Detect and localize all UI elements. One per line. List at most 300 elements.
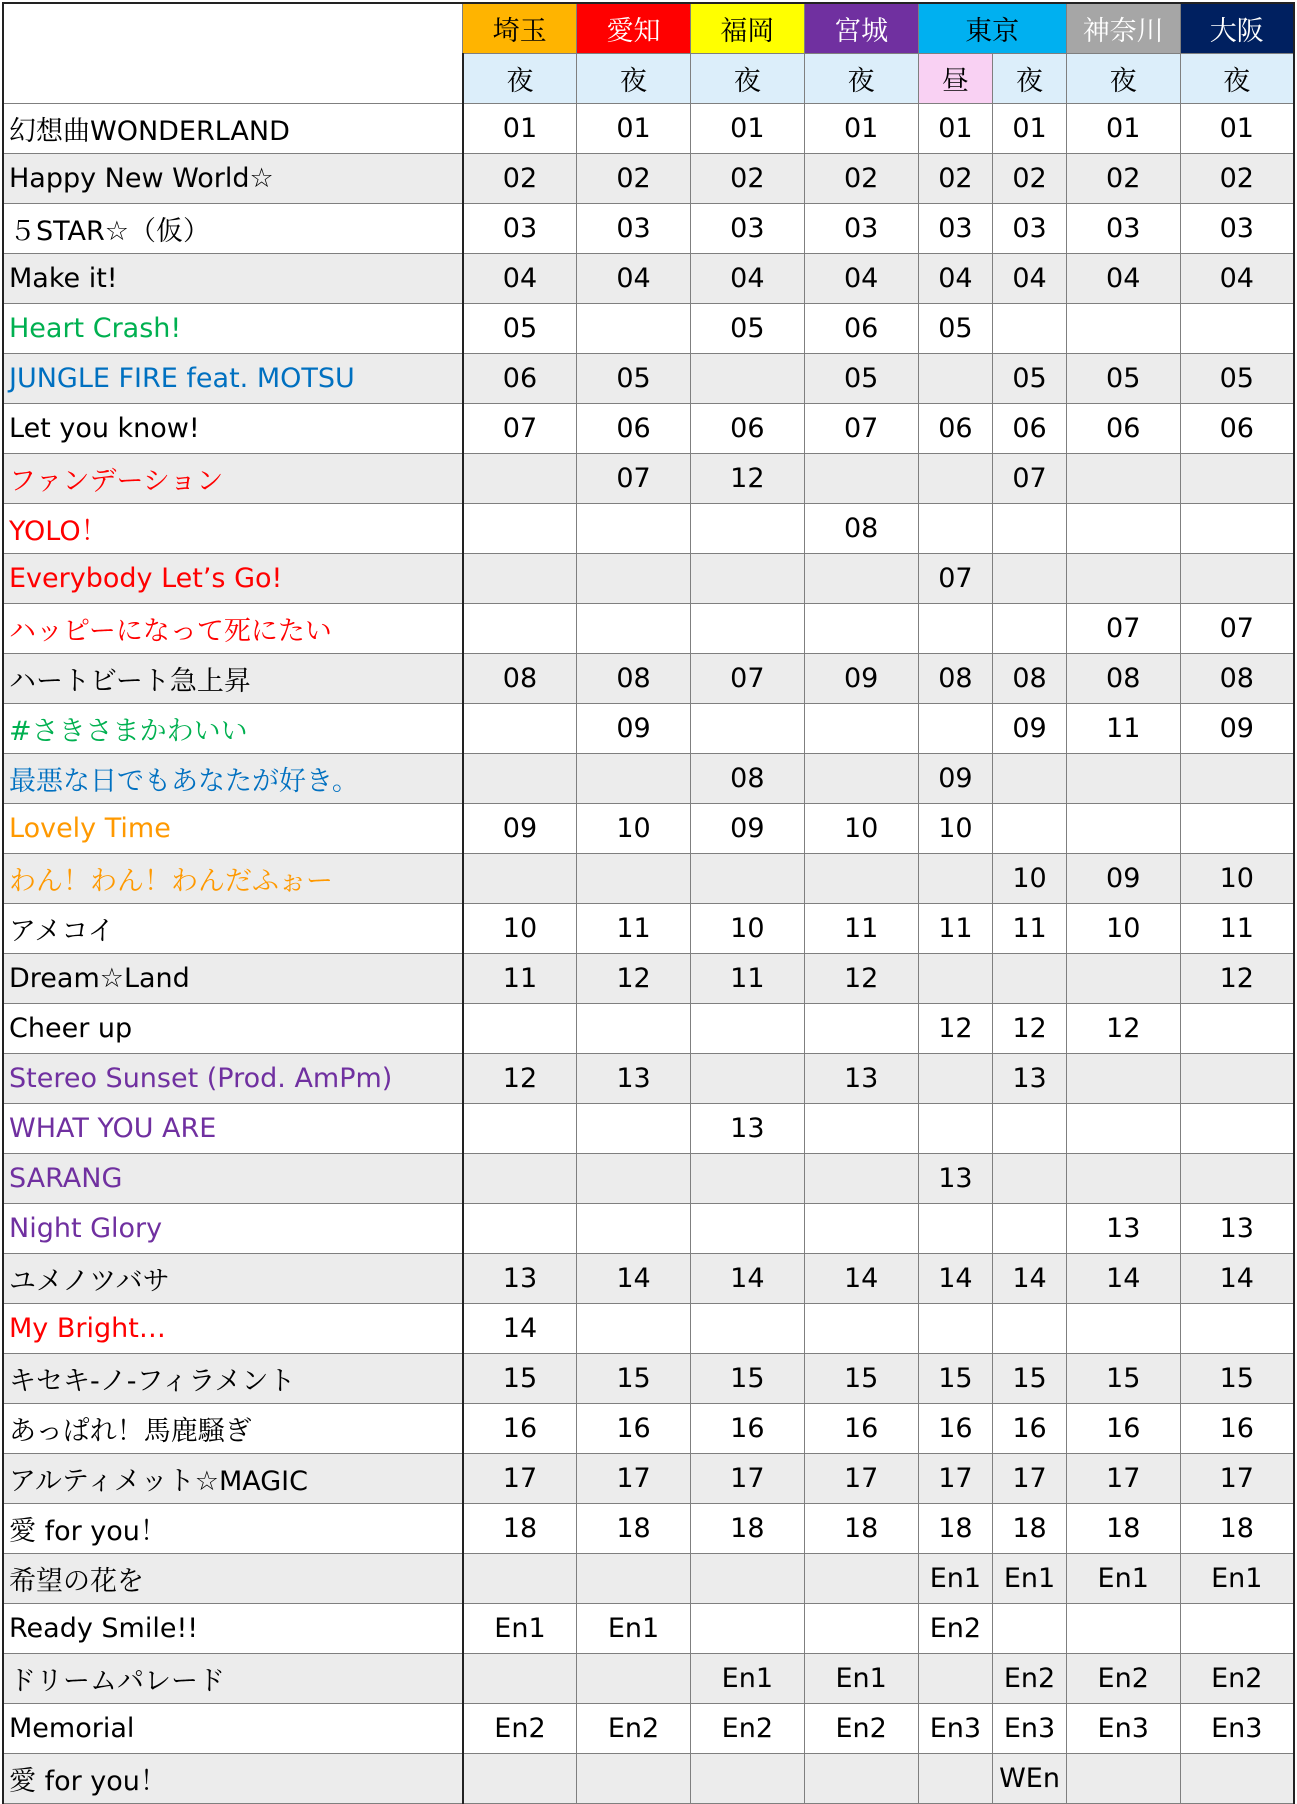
order-cell: 07 [690,654,804,704]
order-cell: 04 [463,254,577,304]
order-cell: 18 [804,1504,918,1554]
order-cell [918,854,993,904]
order-cell [804,754,918,804]
order-cell: 05 [577,354,691,404]
order-cell: 03 [690,204,804,254]
order-cell [577,304,691,354]
order-cell: 18 [577,1504,691,1554]
order-cell: 03 [1066,204,1180,254]
table-row [3,1704,1294,1754]
order-cell: 03 [918,204,993,254]
table-row [3,1354,1294,1404]
order-cell: 07 [1066,604,1180,654]
order-cell [1066,1754,1180,1804]
order-cell: 02 [1180,154,1294,204]
order-cell [690,554,804,604]
order-cell: 17 [993,1454,1067,1504]
order-cell: 10 [577,804,691,854]
order-cell: 14 [1066,1254,1180,1304]
order-cell: 03 [804,204,918,254]
order-cell: 18 [918,1504,993,1554]
order-cell [918,504,993,554]
order-cell [690,1604,804,1654]
order-cell [463,1154,577,1204]
order-cell: 01 [577,104,691,154]
order-cell: 05 [463,304,577,354]
order-cell: 02 [1066,154,1180,204]
order-cell [690,1754,804,1804]
song-title: 希望の花を [3,1554,463,1604]
table-row [3,904,1294,954]
order-cell: 07 [577,454,691,504]
order-cell: 09 [690,804,804,854]
order-cell: 10 [463,904,577,954]
venue-3: 宮城 [804,3,918,54]
table-row [3,1554,1294,1604]
show-time-7: 夜 [1180,54,1294,104]
order-cell [690,504,804,554]
order-cell: 12 [993,1004,1067,1054]
song-title: Dream☆Land [3,954,463,1004]
order-cell: 02 [918,154,993,204]
order-cell: En1 [993,1554,1067,1604]
order-cell [1066,804,1180,854]
order-cell: 04 [690,254,804,304]
order-cell [993,504,1067,554]
table-row [3,1054,1294,1104]
order-cell [804,854,918,904]
order-cell: 10 [690,904,804,954]
order-cell [690,604,804,654]
venue-6: 大阪 [1180,3,1294,54]
table-row [3,1254,1294,1304]
order-cell: 17 [1180,1454,1294,1504]
order-cell [577,1204,691,1254]
song-title: 愛 for you！ [3,1754,463,1804]
show-time-2: 夜 [690,54,804,104]
order-cell [1066,1054,1180,1104]
order-cell: 11 [993,904,1067,954]
order-cell: 15 [918,1354,993,1404]
order-cell: 08 [1180,654,1294,704]
order-cell: 08 [993,654,1067,704]
order-cell: 14 [804,1254,918,1304]
order-cell: 17 [463,1454,577,1504]
order-cell: 09 [463,804,577,854]
order-cell [577,554,691,604]
order-cell: 08 [804,504,918,554]
order-cell: En2 [993,1654,1067,1704]
song-title: Everybody Let’s Go! [3,554,463,604]
order-cell [577,1104,691,1154]
order-cell: 15 [993,1354,1067,1404]
order-cell [690,1304,804,1354]
order-cell: 12 [804,954,918,1004]
venue-2: 福岡 [690,3,804,54]
order-cell [993,304,1067,354]
order-cell: 10 [1180,854,1294,904]
order-cell: 12 [1066,1004,1180,1054]
order-cell [1066,1154,1180,1204]
order-cell: En2 [1066,1654,1180,1704]
order-cell: 03 [577,204,691,254]
table-row [3,254,1294,304]
song-title: Cheer up [3,1004,463,1054]
table-row [3,354,1294,404]
order-cell: 10 [918,804,993,854]
order-cell: 08 [463,654,577,704]
order-cell [918,1054,993,1104]
table-row [3,654,1294,704]
order-cell: 10 [993,854,1067,904]
table-row [3,1404,1294,1454]
order-cell [577,1004,691,1054]
order-cell [463,854,577,904]
order-cell [1180,504,1294,554]
order-cell: 02 [463,154,577,204]
order-cell [1180,1154,1294,1204]
order-cell [804,1104,918,1154]
order-cell [993,604,1067,654]
table-row [3,1454,1294,1504]
order-cell: En1 [690,1654,804,1704]
table-row [3,504,1294,554]
order-cell: 10 [804,804,918,854]
order-cell: 02 [993,154,1067,204]
order-cell: 17 [918,1454,993,1504]
order-cell: 13 [1180,1204,1294,1254]
song-title: わん！わん！わんだふぉー [3,854,463,904]
song-title: SARANG [3,1154,463,1204]
order-cell: 12 [577,954,691,1004]
order-cell: 09 [993,704,1067,754]
order-cell [1180,1304,1294,1354]
song-title: アルティメット☆MAGIC [3,1454,463,1504]
order-cell [1180,554,1294,604]
show-time-4: 昼 [918,54,993,104]
table-row [3,604,1294,654]
order-cell: 16 [1066,1404,1180,1454]
song-title: Lovely Time [3,804,463,854]
order-cell: 14 [1180,1254,1294,1304]
order-cell: 01 [993,104,1067,154]
song-title: Memorial [3,1704,463,1754]
song-title: JUNGLE FIRE feat. MOTSU [3,354,463,404]
order-cell: 08 [1066,654,1180,704]
order-cell [918,604,993,654]
table-row [3,804,1294,854]
order-cell: En2 [463,1704,577,1754]
order-cell [804,1554,918,1604]
order-cell [463,1754,577,1804]
song-title: My Bright… [3,1304,463,1354]
order-cell: 09 [1180,704,1294,754]
order-cell: En3 [918,1704,993,1754]
song-title: ドリームパレード [3,1654,463,1704]
order-cell [993,804,1067,854]
order-cell [690,1204,804,1254]
song-title: あっぱれ！馬鹿騒ぎ [3,1404,463,1454]
table-row [3,1604,1294,1654]
order-cell [577,1154,691,1204]
order-cell [804,554,918,604]
order-cell [577,1754,691,1804]
order-cell [804,604,918,654]
song-title: ハッピーになって死にたい [3,604,463,654]
order-cell: 18 [1180,1504,1294,1554]
order-cell: 05 [993,354,1067,404]
order-cell [1066,1304,1180,1354]
order-cell: En2 [577,1704,691,1754]
show-time-6: 夜 [1066,54,1180,104]
order-cell [1066,1604,1180,1654]
venue-1: 愛知 [577,3,691,54]
song-title: Ready Smile!! [3,1604,463,1654]
table-row [3,1654,1294,1704]
order-cell: En1 [804,1654,918,1704]
order-cell: 17 [804,1454,918,1504]
order-cell [577,604,691,654]
song-title: ユメノツバサ [3,1254,463,1304]
order-cell [690,1004,804,1054]
order-cell: 16 [463,1404,577,1454]
order-cell: 07 [993,454,1067,504]
order-cell: 02 [577,154,691,204]
order-cell: En1 [577,1604,691,1654]
order-cell [1066,504,1180,554]
song-title: Let you know! [3,404,463,454]
show-time-1: 夜 [577,54,691,104]
order-cell: 05 [804,354,918,404]
order-cell: 16 [918,1404,993,1454]
show-time-0: 夜 [463,54,577,104]
order-cell: 07 [918,554,993,604]
order-cell [1180,1004,1294,1054]
order-cell: 17 [1066,1454,1180,1504]
order-cell [463,1654,577,1704]
order-cell: 02 [690,154,804,204]
order-cell: 04 [1066,254,1180,304]
order-cell [463,504,577,554]
order-cell [1180,1754,1294,1804]
order-cell [1180,1054,1294,1104]
order-cell [1180,804,1294,854]
table-row [3,854,1294,904]
order-cell: 18 [463,1504,577,1554]
song-title: 愛 for you！ [3,1504,463,1554]
table-row [3,1204,1294,1254]
order-cell: En1 [1066,1554,1180,1604]
order-cell: 15 [690,1354,804,1404]
order-cell [918,704,993,754]
table-row [3,1104,1294,1154]
order-cell [993,1104,1067,1154]
order-cell: 18 [993,1504,1067,1554]
order-cell: En3 [1066,1704,1180,1754]
order-cell [577,1304,691,1354]
song-title: キセキ-ノ-フィラメント [3,1354,463,1404]
order-cell [1066,304,1180,354]
song-title: 最悪な日でもあなたが好き。 [3,754,463,804]
order-cell: 07 [463,404,577,454]
order-cell [804,1154,918,1204]
order-cell [1180,754,1294,804]
order-cell: 16 [993,1404,1067,1454]
song-title: YOLO！ [3,504,463,554]
order-cell: 14 [463,1304,577,1354]
order-cell: 06 [463,354,577,404]
order-cell: 08 [918,654,993,704]
order-cell: En2 [804,1704,918,1754]
table-row [3,154,1294,204]
song-title: ハートビート急上昇 [3,654,463,704]
order-cell [463,754,577,804]
order-cell: 01 [690,104,804,154]
order-cell [690,1554,804,1604]
order-cell [918,1654,993,1704]
order-cell: 12 [918,1004,993,1054]
order-cell: 14 [918,1254,993,1304]
order-cell [918,1304,993,1354]
table-row [3,1504,1294,1554]
header-corner [3,3,463,104]
order-cell: 10 [1066,904,1180,954]
order-cell [577,754,691,804]
venue-4: 東京 [918,3,1066,54]
table-row [3,304,1294,354]
order-cell: 15 [577,1354,691,1404]
order-cell: 06 [577,404,691,454]
order-cell: 07 [804,404,918,454]
order-cell [463,554,577,604]
song-title: Stereo Sunset (Prod. AmPm) [3,1054,463,1104]
order-cell [918,354,993,404]
order-cell: En3 [993,1704,1067,1754]
order-cell: 15 [804,1354,918,1404]
order-cell: 01 [1066,104,1180,154]
song-title: Make it! [3,254,463,304]
song-title: 幻想曲WONDERLAND [3,104,463,154]
table-row [3,1154,1294,1204]
order-cell: 12 [463,1054,577,1104]
order-cell: 15 [463,1354,577,1404]
order-cell [690,704,804,754]
setlist-table [2,2,1295,1804]
order-cell: 15 [1066,1354,1180,1404]
order-cell [993,754,1067,804]
order-cell: En1 [1180,1554,1294,1604]
table-row [3,1754,1294,1804]
order-cell [918,1104,993,1154]
order-cell [804,1204,918,1254]
order-cell: 13 [1066,1204,1180,1254]
order-cell: 06 [690,404,804,454]
table-row [3,1304,1294,1354]
order-cell [577,1654,691,1704]
venue-0: 埼玉 [463,3,577,54]
order-cell: 11 [690,954,804,1004]
order-cell [577,1554,691,1604]
order-cell: 13 [463,1254,577,1304]
order-cell: 11 [1180,904,1294,954]
venue-5: 神奈川 [1066,3,1180,54]
order-cell [463,1204,577,1254]
song-title: Heart Crash! [3,304,463,354]
order-cell: 17 [577,1454,691,1504]
order-cell: 11 [1066,704,1180,754]
order-cell: 04 [804,254,918,304]
table-row [3,954,1294,1004]
order-cell [993,1154,1067,1204]
order-cell [1180,1604,1294,1654]
order-cell: 06 [1180,404,1294,454]
song-title: Night Glory [3,1204,463,1254]
order-cell [918,1204,993,1254]
song-title: Happy New World☆ [3,154,463,204]
order-cell: 14 [690,1254,804,1304]
order-cell [690,1054,804,1104]
table-row [3,104,1294,154]
order-cell: 09 [804,654,918,704]
order-cell: 01 [804,104,918,154]
order-cell [918,954,993,1004]
order-cell: 11 [804,904,918,954]
order-cell: En2 [690,1704,804,1754]
order-cell: 14 [577,1254,691,1304]
show-time-5: 夜 [993,54,1067,104]
table-row [3,554,1294,604]
order-cell [1180,1104,1294,1154]
order-cell [804,454,918,504]
order-cell [1180,304,1294,354]
order-cell [993,1304,1067,1354]
order-cell: 13 [577,1054,691,1104]
order-cell: 18 [1066,1504,1180,1554]
order-cell: 11 [577,904,691,954]
order-cell [463,604,577,654]
order-cell [463,1004,577,1054]
order-cell: 14 [993,1254,1067,1304]
song-title: ５STAR☆（仮） [3,204,463,254]
order-cell: 09 [1066,854,1180,904]
order-cell [804,1304,918,1354]
order-cell [1180,454,1294,504]
order-cell: En2 [1180,1654,1294,1704]
order-cell: 11 [918,904,993,954]
order-cell: 09 [918,754,993,804]
order-cell: 17 [690,1454,804,1504]
order-cell: 01 [1180,104,1294,154]
order-cell: 03 [1180,204,1294,254]
show-time-3: 夜 [804,54,918,104]
order-cell: 12 [1180,954,1294,1004]
order-cell [690,1154,804,1204]
order-cell [1066,1104,1180,1154]
order-cell: 06 [918,404,993,454]
order-cell: 16 [1180,1404,1294,1454]
order-cell: 13 [804,1054,918,1104]
order-cell: 13 [690,1104,804,1154]
order-cell: 05 [690,304,804,354]
order-cell: 04 [577,254,691,304]
order-cell: 02 [804,154,918,204]
order-cell: 01 [918,104,993,154]
song-title: #さきさまかわいい [3,704,463,754]
order-cell [993,954,1067,1004]
order-cell: En2 [918,1604,993,1654]
table-row [3,754,1294,804]
order-cell [577,504,691,554]
